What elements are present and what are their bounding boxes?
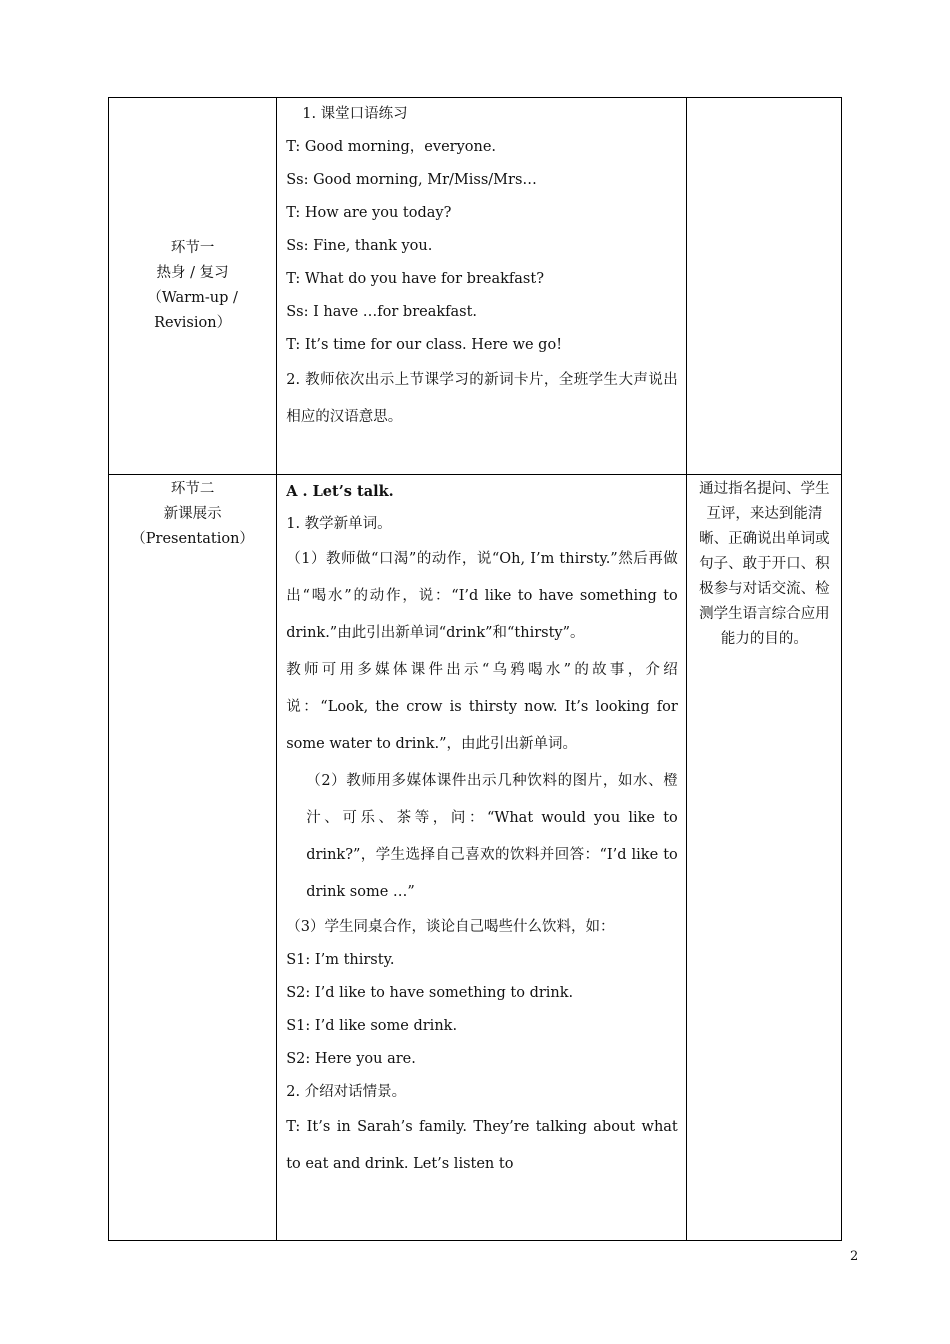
stage1-title: 热身 / 复习 — [156, 265, 229, 281]
stage2-para5: T: It’s in Sarah’s family. They’re talking about what to eat and drink. Let’s listen to — [286, 1119, 678, 1172]
table-row — [109, 98, 842, 475]
stage1-note-cell — [686, 98, 841, 475]
stage2-label — [109, 475, 276, 552]
stage1-line: T: Good morning，everyone. — [286, 139, 497, 155]
stage2-dialog-line: S1: I’m thirsty. — [286, 952, 395, 968]
stage1-english-1: （Warm-up / — [147, 290, 238, 306]
stage1-line: T: It’s time for our class. Here we go! — [286, 337, 563, 353]
stage2-dialog-line: S2: Here you are. — [286, 1051, 416, 1067]
stage2-heading: A . Let’s talk. — [286, 483, 394, 500]
stage2-para2: 教师可用多媒体课件出示“乌鸦喝水”的故事，介绍说：“Look, the crow is thirsty now. It’s looking for some water to drink.”，由此引出新单词。 — [286, 662, 678, 752]
stage1-label-cell — [109, 98, 277, 475]
stage1-line: Ss: Fine, thank you. — [286, 238, 433, 254]
stage2-para3: （2）教师用多媒体课件出示几种饮料的图片，如水、橙汁、可乐、茶等，问：“What would you like to drink?”，学生选择自己喜欢的饮料并回答：“I’d like to drink some …” — [306, 773, 678, 900]
table-row — [109, 475, 842, 1241]
stage2-para4: （3）学生同桌合作，谈论自己喝些什么饮料，如： — [286, 919, 615, 935]
stage2-english: （Presentation） — [131, 531, 254, 547]
stage2-note: 通过指名提问、学生互评，来达到能清晰、正确说出单词或句子、敢于开口、积极参与对话交流、检测学生语言综合应用能力的目的。 — [699, 481, 830, 647]
stage1-line: Ss: Good morning, Mr/Miss/Mrs… — [286, 172, 537, 188]
stage1-line: T: How are you today? — [286, 205, 452, 221]
stage1-name: 环节一 — [170, 240, 215, 256]
stage2-dialog-line: S1: I’d like some drink. — [286, 1018, 458, 1034]
stage2-title: 新课展示 — [163, 506, 222, 522]
stage1-line: 1. 课堂口语练习 — [302, 106, 408, 122]
stage1-line: Ss: I have …for breakfast. — [286, 304, 478, 320]
stage1-label — [109, 98, 276, 474]
stage2-note-cell — [686, 475, 841, 1241]
stage2-content — [277, 475, 686, 1183]
stage1-item2: 2. 教师依次出示上节课学习的新词卡片，全班学生大声说出相应的汉语意思。 — [286, 372, 678, 425]
stage2-content-cell — [277, 475, 687, 1241]
stage1-content — [277, 98, 686, 436]
stage1-content-cell — [277, 98, 687, 475]
stage2-item1: 1. 教学新单词。 — [286, 516, 392, 532]
stage2-para1: （1）教师做“口渴”的动作，说“Oh, I’m thirsty.”然后再做出“喝水”的动作，说：“I’d like to have something to drink.”由此引出新单词“drink”和“thirsty”。 — [286, 551, 678, 641]
stage2-dialog-line: S2: I’d like to have something to drink. — [286, 985, 574, 1001]
stage2-label-cell — [109, 475, 277, 1241]
stage2-item2: 2. 介绍对话情景。 — [286, 1084, 407, 1100]
stage2-name: 环节二 — [170, 481, 215, 497]
lesson-plan-table — [108, 97, 842, 1241]
stage1-line: T: What do you have for breakfast? — [286, 271, 544, 287]
page-number: 2 — [850, 1249, 859, 1264]
stage1-english-2: Revision） — [154, 315, 232, 331]
